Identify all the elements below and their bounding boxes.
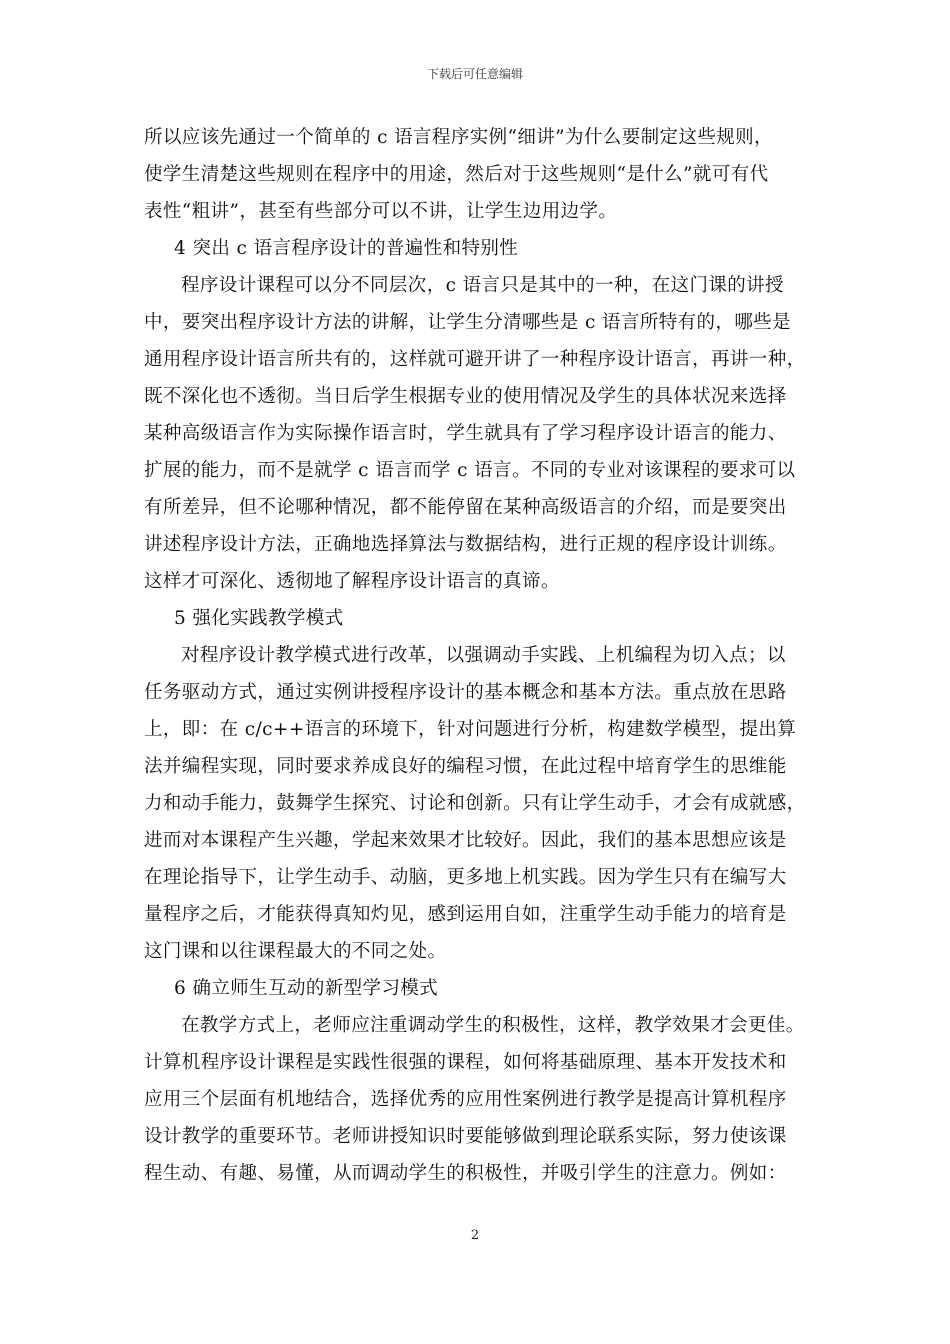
paragraph-line: 扩展的能力，而不是就学 c 语言而学 c 语言。不同的专业对该课程的要求可以 [144,460,796,481]
paragraph-line: 程序设计课程可以分不同层次，c 语言只是其中的一种，在这门课的讲授 [181,275,784,296]
paragraph-line: 有所差异，但不论哪种情况，都不能停留在某种高级语言的介绍，而是要突出 [144,497,787,518]
paragraph-line: 量程序之后，才能获得真知灼见，感到运用自如，注重学生动手能力的培育是 [144,904,787,925]
paragraph-line: 某种高级语言作为实际操作语言时，学生就具有了学习程序设计语言的能力、 [144,423,787,444]
paragraph-line: 在教学方式上，老师应注重调动学生的积极性，这样，教学效果才会更佳。 [181,1015,805,1036]
section-heading: 6 确立师生互动的新型学习模式 [174,978,439,999]
paragraph-line: 设计教学的重要环节。老师讲授知识时要能够做到理论联系实际，努力使该课 [144,1126,787,1147]
paragraph-line: 中，要突出程序设计方法的讲解，让学生分清哪些是 c 语言所特有的，哪些是 [144,312,792,333]
paragraph-line: 通用程序设计语言所共有的，这样就可避开讲了一种程序设计语言，再讲一种， [144,349,806,370]
paragraph-line: 法并编程实现，同时要求养成良好的编程习惯，在此过程中培育学生的思维能 [144,756,787,777]
paragraph-line: 这门课和以往课程最大的不同之处。 [144,941,447,962]
paragraph-line: 这样才可深化、透彻地了解程序设计语言的真谛。 [144,571,560,592]
page-number: 2 [470,1228,480,1243]
section-heading: 4 突出 c 语言程序设计的普遍性和特别性 [174,238,519,259]
section-heading: 5 强化实践教学模式 [174,608,344,629]
paragraph-line: 程生动、有趣、易懂，从而调动学生的积极性，并吸引学生的注意力。例如： [144,1163,787,1184]
paragraph-line: 进而对本课程产生兴趣，学起来效果才比较好。因此，我们的基本思想应该是 [144,830,787,851]
page-header: 下载后可任意编辑 [426,67,523,81]
paragraph-line: 既不深化也不透彻。当日后学生根据专业的使用情况及学生的具体状况来选择 [144,386,787,407]
paragraph-line: 表性“粗讲”，甚至有些部分可以不讲，让学生边用边学。 [144,201,618,222]
paragraph-line: 在理论指导下，让学生动手、动脑，更多地上机实践。因为学生只有在编写大 [144,867,787,888]
paragraph-line: 上，即：在 c/c++语言的环境下，针对问题进行分析，构建数学模型，提出算 [144,719,797,740]
paragraph-line: 讲述程序设计方法，正确地选择算法与数据结构，进行正规的程序设计训练。 [144,534,787,555]
paragraph-line: 任务驱动方式，通过实例讲授程序设计的基本概念和基本方法。重点放在思路 [144,682,787,703]
document-body [144,119,814,1192]
paragraph-line: 所以应该先通过一个简单的 c 语言程序实例“细讲”为什么要制定这些规则， [144,127,773,148]
paragraph-line: 力和动手能力，鼓舞学生探究、讨论和创新。只有让学生动手，才会有成就感， [144,793,806,814]
paragraph-line: 使学生清楚这些规则在程序中的用途，然后对于这些规则“是什么”就可有代 [144,164,769,185]
paragraph-line: 对程序设计教学模式进行改革，以强调动手实践、上机编程为切入点；以 [181,645,786,666]
paragraph-line: 应用三个层面有机地结合，选择优秀的应用性案例进行教学是提高计算机程序 [144,1089,787,1110]
paragraph-line: 计算机程序设计课程是实践性很强的课程，如何将基础原理、基本开发技术和 [144,1052,787,1073]
